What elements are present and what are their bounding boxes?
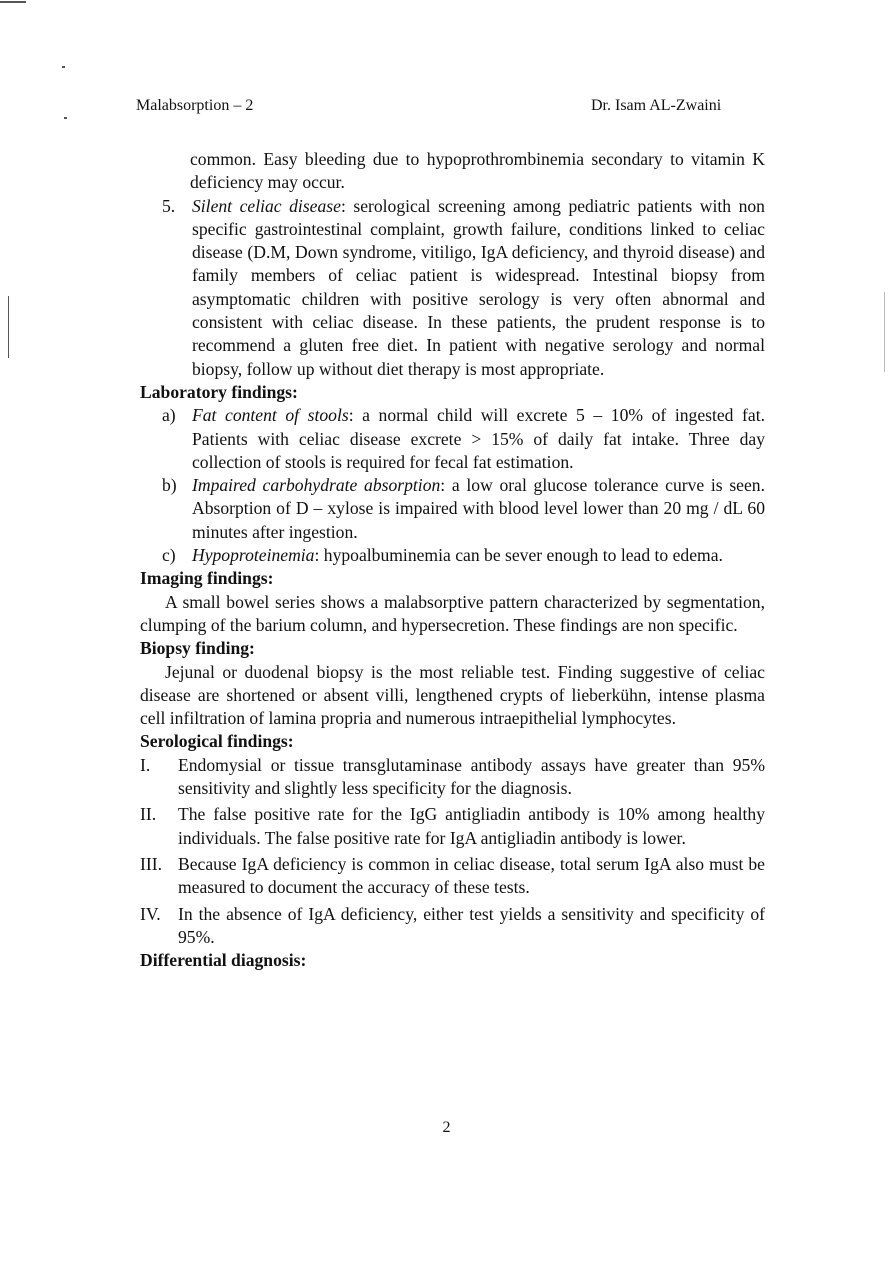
item-text: The false positive rate for the IgG antigliadin antibody is 10% among healthy individuals. The false positive rate for IgA antigliadin antibody is lower. (178, 804, 765, 848)
list-item (140, 754, 765, 801)
section-heading-imaging: Imaging findings: (140, 568, 274, 589)
list-marker: III. (140, 853, 162, 874)
list-marker: I. (140, 754, 151, 775)
list-item (140, 544, 765, 567)
section-heading-serological: Serological findings: (140, 731, 294, 752)
header-course-title: Malabsorption – 2 (136, 97, 254, 114)
header-author: Dr. Isam AL-Zwaini (591, 97, 722, 114)
item-text: : serological screening among pediatric patients with non specific gastrointestinal complaint, growth failure, conditions linked to celiac disease (D.M, Down syndrome, vitiligo, IgA deficiency, and thyroid disease) and family members of celiac patient is widespread. Intestinal biopsy from asymptomatic children with positive serology is very often abnormal and consistent with celiac disease. In these patients, the prudent response is to recommend a gluten free diet. In patient with negative serology and normal biopsy, follow up without diet therapy is most appropriate. (192, 195, 765, 379)
scan-mark-dot (62, 66, 65, 68)
scan-mark-top-left (0, 1, 26, 3)
list-marker: a) (162, 405, 176, 426)
list-item (140, 853, 765, 900)
item-text: : a normal child will excrete 5 – 10% of ingested fat. Patients with celiac disease excrete > 15% of daily fat intake. Three day collection of stools is required for fecal fat estimation. (192, 405, 765, 472)
biopsy-paragraph: Jejunal or duodenal biopsy is the most reliable test. Finding suggestive of celiac disease are shortened or absent villi, lengthened crypts of lieberkühn, intense plasma cell infiltration of lamina propria and numerous intraepithelial lymphocytes. (140, 661, 765, 729)
continuation-paragraph: common. Easy bleeding due to hypoprothrombinemia secondary to vitamin K deficiency may occur. (190, 149, 765, 193)
page-number: 2 (442, 1119, 451, 1136)
list-item (140, 404, 765, 474)
item-title: Silent celiac disease (192, 195, 341, 216)
scan-mark-dot (64, 117, 67, 119)
list-item (140, 903, 765, 950)
item-text: Because IgA deficiency is common in celiac disease, total serum IgA also must be measured to document the accuracy of these tests. (178, 853, 765, 898)
item-title: Fat content of stools (192, 405, 349, 426)
list-marker: c) (162, 545, 176, 566)
scan-mark-right-edge (884, 292, 885, 372)
list-item (140, 803, 765, 850)
list-item-silent-celiac (140, 195, 765, 381)
imaging-paragraph: A small bowel series shows a malabsorptive pattern characterized by segmentation, clumping of the barium column, and hypersecretion. These findings are non specific. (140, 591, 765, 635)
list-item (140, 474, 765, 544)
item-text: Endomysial or tissue transglutaminase antibody assays have greater than 95% sensitivity and slightly less specificity for the diagnosis. (178, 754, 765, 799)
item-title: Impaired carbohydrate absorption (192, 475, 441, 496)
list-marker: IV. (140, 903, 161, 924)
item-title: Hypoproteinemia (192, 545, 315, 566)
item-text: In the absence of IgA deficiency, either test yields a sensitivity and specificity of 95%. (178, 903, 765, 947)
section-heading-laboratory: Laboratory findings: (140, 381, 298, 402)
scan-mark-left-edge (8, 296, 9, 358)
item-text: : a low oral glucose tolerance curve is seen. Absorption of D – xylose is impaired with blood level lower than 20 mg / dL 60 minutes after ingestion. (192, 475, 765, 542)
item-text: : hypoalbuminemia can be sever enough to lead to edema. (314, 545, 723, 566)
list-marker: II. (140, 804, 157, 825)
section-heading-biopsy: Biopsy finding: (140, 638, 255, 659)
section-heading-differential: Differential diagnosis: (140, 950, 307, 971)
main-content (140, 148, 765, 972)
list-marker: b) (162, 475, 177, 496)
list-marker: 5. (162, 195, 176, 216)
